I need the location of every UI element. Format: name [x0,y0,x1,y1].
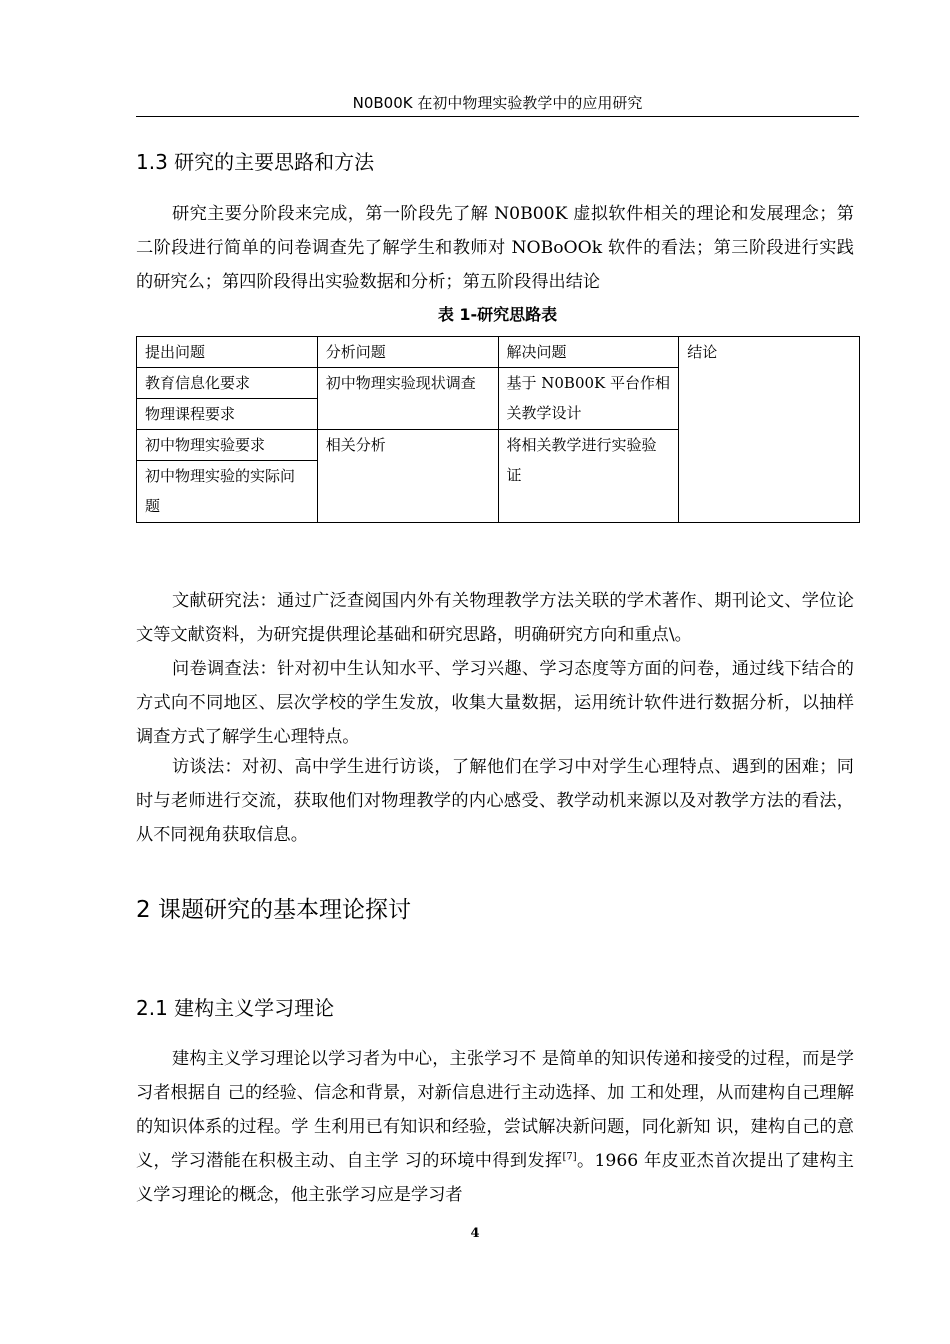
table-cell: 物理课程要求 [137,399,318,430]
paragraph-text: 建构主义学习理论以学习者为中心，主张学习不 是简单的知识传递和接受的过程，而是学习者根据自 己的经验、信念和背景，对新信息进行主动选择、加 工和处理，从而建构自己理解的知识体系的过程。学 生利用已有知识和经验，尝试解决新问题，同化新知 识，建构自己的意义，学习潜能在积极主动、自主学 习的环境中得到发挥 [136,1049,854,1171]
table-header-cell: 分析问题 [317,337,498,368]
paragraph-text: 。1966 年皮亚杰首次提出了建构主义学习理论的概念，他主张学习应是学习者 [136,1151,854,1205]
table-cell: 初中物理实验要求 [137,430,318,461]
method-paragraph: 访谈法：对初、高中学生进行访谈，了解他们在学习中对学生心理特点、遇到的困难；同时与老师进行交流，获取他们对物理教学的内心感受、教学动机来源以及对教学方法的看法，从不同视角获取信息。 [136,757,854,845]
page-number: 4 [470,1226,480,1241]
table-header-cell: 解决问题 [498,337,679,368]
table-cell: 初中物理实验现状调查 [317,368,498,430]
section-heading-2-1: 2.1 建构主义学习理论 [136,996,335,1020]
table-cell: 初中物理实验的实际问题 [137,461,318,523]
section-2-1-paragraph [136,1042,854,1212]
running-header: N0B00K 在初中物理实验教学中的应用研究 [136,92,859,117]
chapter-heading-2: 2 课题研究的基本理论探讨 [136,897,411,923]
table-caption: 表 1-研究思路表 [437,305,558,324]
table-header-cell: 结论 [679,337,860,523]
section-1-3-intro: 研究主要分阶段来完成，第一阶段先了解 N0B00K 虚拟软件相关的理论和发展理念；第二阶段进行简单的问卷调查先了解学生和教师对 NOBoOOk 软件的看法；第三阶段进行实践的研究么；第四阶段得出实验数据和分析；第五阶段得出结论 [136,204,854,292]
table-cell: 相关分析 [317,430,498,523]
section-heading-1-3: 1.3 研究的主要思路和方法 [136,150,375,174]
table-cell: 教育信息化要求 [137,368,318,399]
research-plan-table [136,336,860,523]
method-paragraph: 文献研究法：通过广泛查阅国内外有关物理教学方法关联的学术著作、期刊论文、学位论文等文献资料，为研究提供理论基础和研究思路，明确研究方向和重点\。 [136,591,854,645]
citation-ref: [7] [562,1151,577,1163]
table-cell: 基于 N0B00K 平台作相关教学设计 [498,368,679,430]
method-paragraph: 问卷调查法：针对初中生认知水平、学习兴趣、学习态度等方面的问卷，通过线下结合的方式向不同地区、层次学校的学生发放，收集大量数据，运用统计软件进行数据分析，以抽样调查方式了解学生心理特点。 [136,659,854,747]
table-cell: 将相关教学进行实验验证 [498,430,679,523]
table-header-cell: 提出问题 [137,337,318,368]
